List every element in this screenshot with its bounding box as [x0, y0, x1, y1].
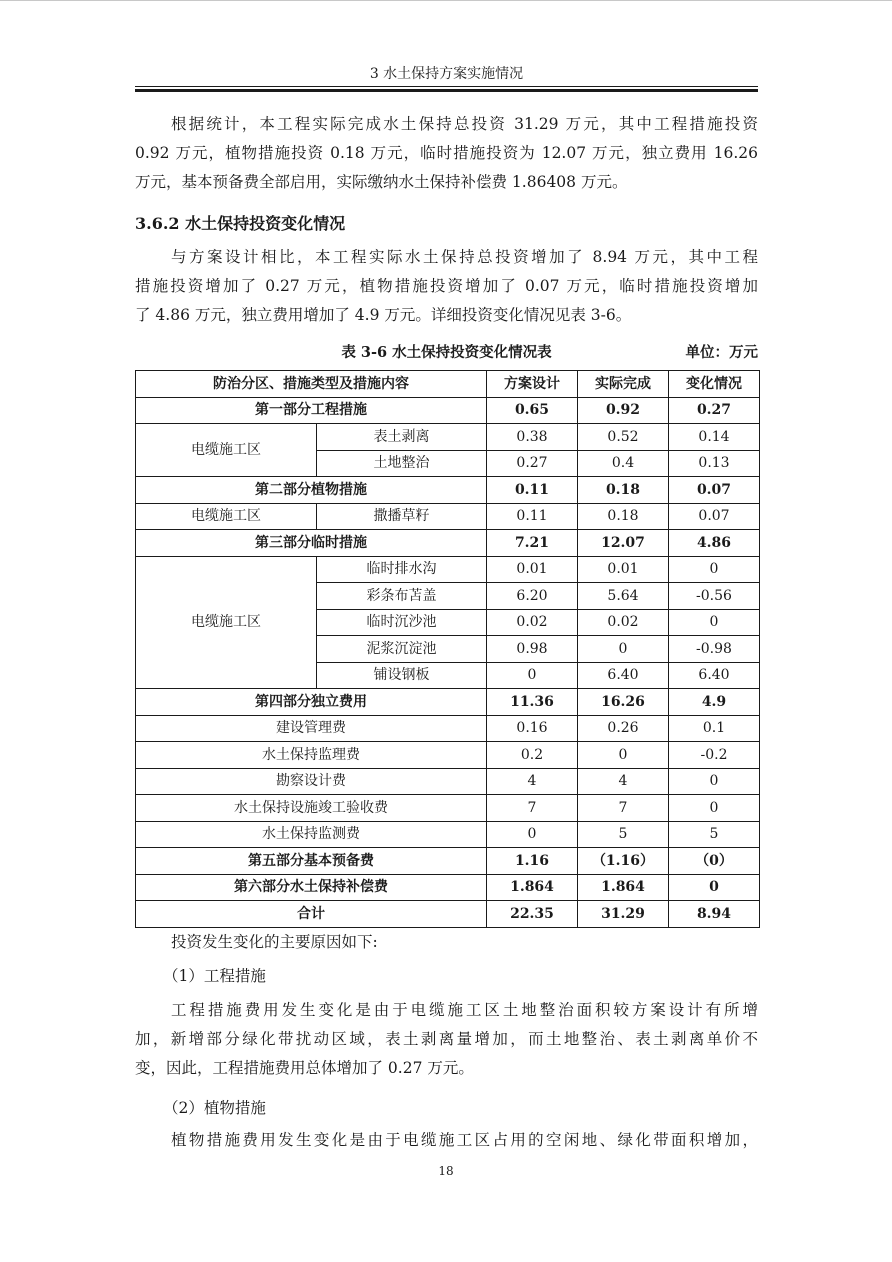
table-row — [136, 821, 760, 848]
part-label: 第五部分基本预备费 — [136, 848, 487, 875]
value-design: 7 — [487, 795, 578, 822]
table-row — [136, 768, 760, 795]
item-cell: 临时沉沙池 — [317, 609, 487, 636]
value-change: 0 — [669, 609, 760, 636]
value-actual: 0.18 — [578, 503, 669, 530]
part-label: 第一部分工程措施 — [136, 397, 487, 424]
value-change: 8.94 — [669, 901, 760, 928]
intro-line-3: 万元，基本预备费全部启用，实际缴纳水土保持补偿费 1.86408 万元。 — [135, 173, 628, 191]
value-change: 0.13 — [669, 450, 760, 477]
table-row-total — [136, 901, 760, 928]
value-change: 4.86 — [669, 530, 760, 557]
header-rule-thin — [135, 86, 758, 87]
area-cell: 电缆施工区 — [136, 503, 317, 530]
value-actual: 6.40 — [578, 662, 669, 689]
table-unit: 单位：万元 — [685, 344, 758, 361]
value-actual: （1.16） — [578, 848, 669, 875]
part-label: 第二部分植物措施 — [136, 477, 487, 504]
value-design: 0.11 — [487, 503, 578, 530]
value-change: -0.56 — [669, 583, 760, 610]
table-row — [136, 424, 760, 451]
table-row — [136, 742, 760, 769]
reason-2-paragraph — [135, 1126, 758, 1155]
value-actual: 0.26 — [578, 715, 669, 742]
reason-1-paragraph — [135, 996, 758, 1083]
value-change: 0 — [669, 768, 760, 795]
value-actual: 0 — [578, 742, 669, 769]
header-cell-design: 方案设计 — [487, 371, 578, 398]
table-row — [136, 715, 760, 742]
value-actual: 12.07 — [578, 530, 669, 557]
value-actual: 0 — [578, 636, 669, 663]
change-line-2: 措施投资增加了 0.27 万元，植物措施投资增加了 0.07 万元，临时措施投资增加 — [135, 277, 758, 295]
item-cell: 建设管理费 — [136, 715, 487, 742]
table-row-part3 — [136, 530, 760, 557]
change-line-1: 与方案设计相比，本工程实际水土保持总投资增加了 8.94 万元，其中工程 — [171, 248, 758, 266]
reason-1-line-1: 工程措施费用发生变化是由于电缆施工区土地整治面积较方案设计有所增 — [171, 1001, 758, 1019]
value-change: 0.27 — [669, 397, 760, 424]
page-top-edge — [0, 0, 892, 1]
total-label: 合计 — [136, 901, 487, 928]
reason-1-title-text: （1）工程措施 — [163, 967, 266, 985]
value-design: 1.16 — [487, 848, 578, 875]
table-row-part6 — [136, 874, 760, 901]
item-cell: 铺设钢板 — [317, 662, 487, 689]
table-row — [136, 503, 760, 530]
value-actual: 0.52 — [578, 424, 669, 451]
table-caption — [135, 341, 758, 361]
header-cell-change: 变化情况 — [669, 371, 760, 398]
value-change: 0 — [669, 556, 760, 583]
table-row — [136, 556, 760, 583]
value-actual: 0.18 — [578, 477, 669, 504]
table-row-part2 — [136, 477, 760, 504]
part-label: 第三部分临时措施 — [136, 530, 487, 557]
running-header: 3 水土保持方案实施情况 — [369, 66, 524, 82]
value-change: 0.14 — [669, 424, 760, 451]
value-actual: 16.26 — [578, 689, 669, 716]
area-cell: 电缆施工区 — [136, 556, 317, 689]
reason-2-line-1: 植物措施费用发生变化是由于电缆施工区占用的空闲地、绿化带面积增加， — [171, 1131, 758, 1149]
value-change: 6.40 — [669, 662, 760, 689]
value-design: 11.36 — [487, 689, 578, 716]
reason-2-title — [135, 1096, 266, 1120]
table-row-part1 — [136, 397, 760, 424]
value-design: 4 — [487, 768, 578, 795]
item-cell: 土地整治 — [317, 450, 487, 477]
table-row-part5 — [136, 848, 760, 875]
value-actual: 0.4 — [578, 450, 669, 477]
intro-paragraph — [135, 110, 758, 197]
value-design: 7.21 — [487, 530, 578, 557]
item-cell: 彩条布苫盖 — [317, 583, 487, 610]
value-design: 0.16 — [487, 715, 578, 742]
value-change: 4.9 — [669, 689, 760, 716]
item-cell: 水土保持监测费 — [136, 821, 487, 848]
reason-1-line-2: 加，新增部分绿化带扰动区域，表土剥离量增加，而土地整治、表土剥离单价不 — [135, 1030, 758, 1048]
value-change: 0.07 — [669, 503, 760, 530]
value-design: 1.864 — [487, 874, 578, 901]
item-cell: 水土保持监理费 — [136, 742, 487, 769]
value-design: 0.27 — [487, 450, 578, 477]
item-cell: 撒播草籽 — [317, 503, 487, 530]
value-actual: 7 — [578, 795, 669, 822]
item-cell: 水土保持设施竣工验收费 — [136, 795, 487, 822]
header-cell-item: 防治分区、措施类型及措施内容 — [136, 371, 487, 398]
value-design: 0.01 — [487, 556, 578, 583]
value-change: -0.2 — [669, 742, 760, 769]
item-cell: 泥浆沉淀池 — [317, 636, 487, 663]
header-cell-actual: 实际完成 — [578, 371, 669, 398]
value-change: 5 — [669, 821, 760, 848]
value-design: 0.2 — [487, 742, 578, 769]
table-title: 表 3-6 水土保持投资变化情况表 — [341, 344, 552, 361]
reason-1-title — [135, 964, 266, 988]
value-actual: 5 — [578, 821, 669, 848]
value-design: 22.35 — [487, 901, 578, 928]
value-actual: 1.864 — [578, 874, 669, 901]
value-change: 0 — [669, 874, 760, 901]
investment-change-table — [135, 370, 760, 928]
value-actual: 4 — [578, 768, 669, 795]
value-design: 0.98 — [487, 636, 578, 663]
value-design: 0 — [487, 821, 578, 848]
header-rule-thick — [135, 89, 758, 92]
intro-line-2: 0.92 万元，植物措施投资 0.18 万元，临时措施投资为 12.07 万元，独立费用 16.26 — [135, 144, 758, 162]
table-header-row — [136, 371, 760, 398]
area-cell: 电缆施工区 — [136, 424, 317, 477]
table-row-part4 — [136, 689, 760, 716]
value-design: 6.20 — [487, 583, 578, 610]
item-cell: 临时排水沟 — [317, 556, 487, 583]
reason-2-title-text: （2）植物措施 — [163, 1099, 266, 1117]
reasons-intro-text: 投资发生变化的主要原因如下: — [171, 933, 378, 951]
value-design: 0.38 — [487, 424, 578, 451]
table-row — [136, 795, 760, 822]
value-actual: 0.92 — [578, 397, 669, 424]
page-number: 18 — [438, 1164, 454, 1178]
value-change: -0.98 — [669, 636, 760, 663]
item-cell: 表土剥离 — [317, 424, 487, 451]
change-paragraph — [135, 243, 758, 330]
value-actual: 5.64 — [578, 583, 669, 610]
value-actual: 0.02 — [578, 609, 669, 636]
reasons-intro — [135, 930, 378, 954]
value-design: 0.11 — [487, 477, 578, 504]
part-label: 第六部分水土保持补偿费 — [136, 874, 487, 901]
intro-line-1: 根据统计，本工程实际完成水土保持总投资 31.29 万元，其中工程措施投资 — [171, 115, 758, 133]
change-line-3: 了 4.86 万元，独立费用增加了 4.9 万元。详细投资变化情况见表 3-6。 — [135, 306, 632, 324]
value-design: 0 — [487, 662, 578, 689]
value-change: （0） — [669, 848, 760, 875]
item-cell: 勘察设计费 — [136, 768, 487, 795]
value-actual: 31.29 — [578, 901, 669, 928]
value-actual: 0.01 — [578, 556, 669, 583]
value-change: 0.1 — [669, 715, 760, 742]
reason-1-line-3: 变，因此，工程措施费用总体增加了 0.27 万元。 — [135, 1059, 474, 1077]
value-design: 0.02 — [487, 609, 578, 636]
value-change: 0 — [669, 795, 760, 822]
section-heading: 3.6.2 水土保持投资变化情况 — [135, 214, 346, 233]
value-change: 0.07 — [669, 477, 760, 504]
value-design: 0.65 — [487, 397, 578, 424]
part-label: 第四部分独立费用 — [136, 689, 487, 716]
